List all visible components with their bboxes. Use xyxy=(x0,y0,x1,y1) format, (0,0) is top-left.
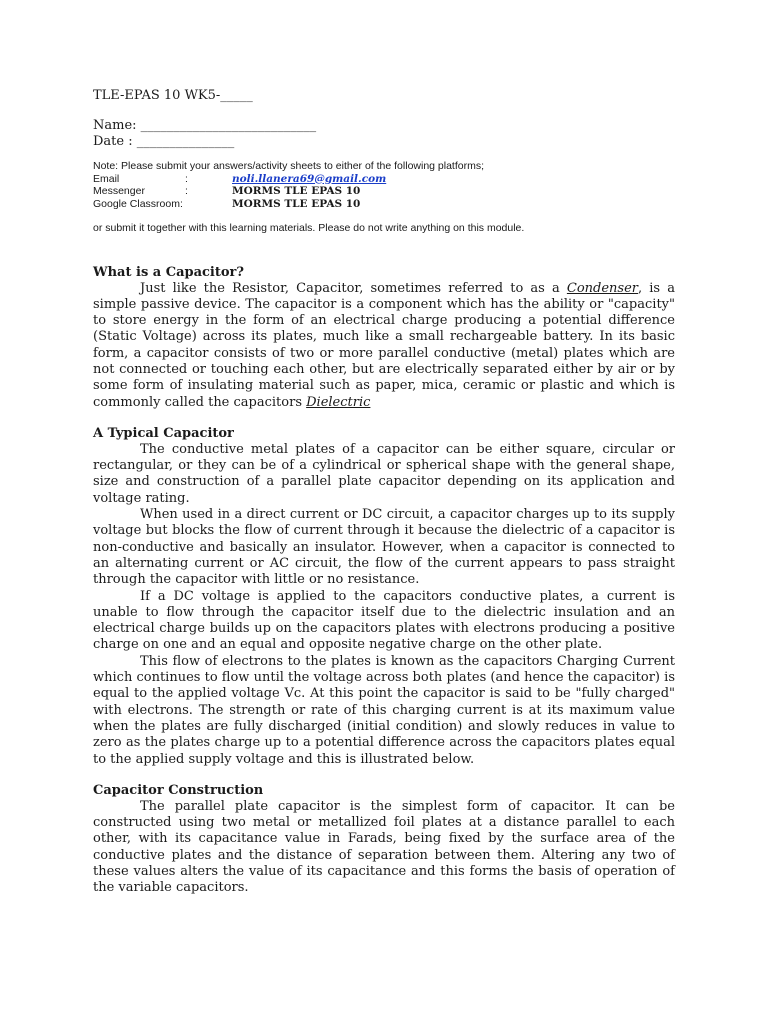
platform-separator xyxy=(185,198,232,211)
module-code: TLE-EPAS 10 WK5-_____ xyxy=(93,88,253,103)
section-title: A Typical Capacitor xyxy=(93,425,234,441)
platform-separator: : xyxy=(185,172,188,185)
platform-value: MORMS TLE EPAS 10 xyxy=(232,185,361,197)
platform-label: Email xyxy=(93,172,120,185)
section-title: What is a Capacitor? xyxy=(93,264,245,280)
platform-google-classroom xyxy=(93,198,675,211)
paragraph: If a DC voltage is applied to the capacitors conductive plates, a current is unable to flow through the capacitor itself due to the dielectric insulation and an electrical charge builds up on the capacitors plates with electrons producing a positive charge on one and an equal and opposite negative charge on the other plate. xyxy=(93,588,675,653)
paragraph xyxy=(93,281,675,411)
document-page xyxy=(93,88,675,897)
platform-email xyxy=(93,173,675,186)
email-link[interactable]: noli.llanera69@gmail.com xyxy=(232,172,387,185)
date-line: Date : _______________ xyxy=(93,134,235,149)
paragraph: The parallel plate capacitor is the simplest form of capacitor. It can be constructed using two metal or metallized foil plates at a distance parallel to each other, with its capacitance value in Farads, being fixed by the surface area of the conductive plates and the distance of separation between them. Altering any two of these values alters the value of its capacitance and this forms the basis of operation of the variable capacitors. xyxy=(93,798,675,896)
text-run: Just like the Resistor, Capacitor, sometimes referred to as a xyxy=(140,280,567,296)
paragraph: When used in a direct current or DC circuit, a capacitor charges up to its supply voltage but blocks the flow of current through it because the dielectric of a capacitor is non-conductive and basically an insulator. However, when a capacitor is connected to an alternating current or AC circuit, the flow of the current appears to pass straight through the capacitor with little or no resistance. xyxy=(93,507,675,588)
platform-label: Messenger xyxy=(93,185,145,197)
name-line: Name: ___________________________ xyxy=(93,118,317,133)
paragraph: This flow of electrons to the plates is known as the capacitors Charging Current which continues to flow until the voltage across both plates (and hence the capacitor) is equal to the applied voltage Vc. At this point the capacitor is said to be "fully charged" with electrons. The strength or rate of this charging current is at its maximum value when the plates are fully discharged (initial condition) and slowly reduces in value to zero as the plates charge up to a potential difference across the capacitors plates equal to the applied supply voltage and this is illustrated below. xyxy=(93,653,675,767)
section-title: Capacitor Construction xyxy=(93,782,264,798)
dielectric-term: Dielectric xyxy=(306,394,371,410)
submission-note-2: or submit it together with this learning materials. Please do not write anything on this module. xyxy=(93,222,525,234)
platform-separator: : xyxy=(185,185,188,197)
paragraph: The conductive metal plates of a capacitor can be either square, circular or rectangular, or they can be of a cylindrical or spherical shape with the general shape, size and construction of a parallel plate capacitor depending on its application and voltage rating. xyxy=(93,441,675,506)
condenser-term: Condenser xyxy=(566,280,638,296)
platform-messenger xyxy=(93,185,675,198)
submission-note: Note: Please submit your answers/activity sheets to either of the following platforms; xyxy=(93,160,485,172)
text-run: , is a simple passive device. The capacitor is a component which has the ability or "capacity" to store energy in the form of an electrical charge producing a potential difference (Static Voltage) across its plates, much like a small rechargeable battery. In its basic form, a capacitor consists of two or more parallel conductive (metal) plates which are not connected or touching each other, but are electrically separated either by air or by some form of insulating material such as paper, mica, ceramic or plastic and which is commonly called the capacitors xyxy=(93,280,675,410)
platform-label: Google Classroom: xyxy=(93,197,183,210)
platform-value: MORMS TLE EPAS 10 xyxy=(232,197,361,210)
